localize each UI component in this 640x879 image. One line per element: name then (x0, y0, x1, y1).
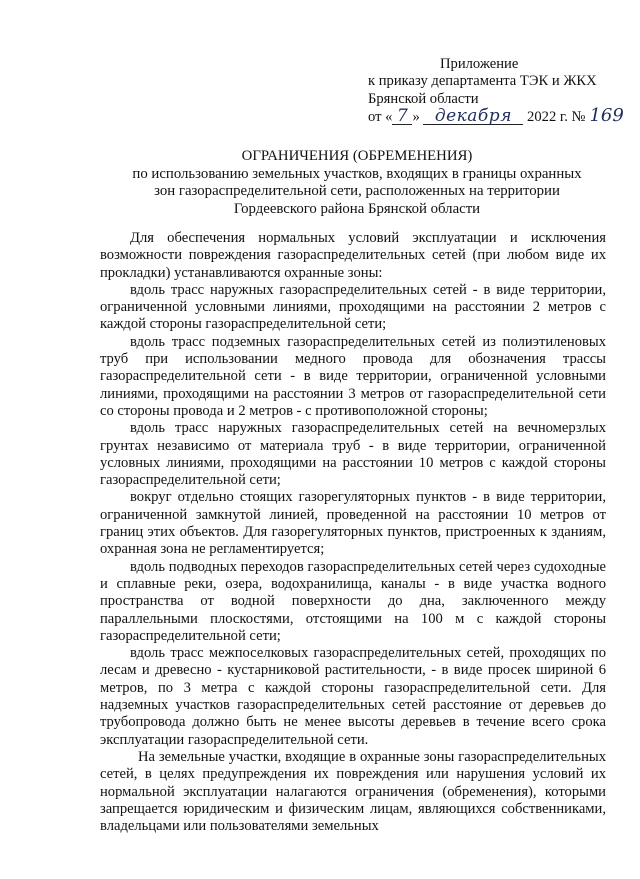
handwritten-month: декабря (423, 109, 523, 125)
paragraph: вокруг отдельно стоящих газорегуляторных пунктов - в виде территории, ограниченной замкнутой линией, проведенной на расстоянии 10 метров от границ этих объектов. Для газорегуляторных пунктов, пристроенных к зданиям, охранная зона не регламентируется; (100, 489, 606, 558)
document-title (96, 148, 618, 218)
date-prefix: от « (368, 109, 393, 126)
appendix-block (368, 56, 628, 127)
title-subline-1: по использованию земельных участков, входящих в границы охранных (132, 165, 582, 182)
handwritten-order-number: 169 (589, 105, 624, 127)
appendix-title: Приложение (440, 56, 519, 72)
date-mid: » (412, 109, 420, 126)
title-heading: ОГРАНИЧЕНИЯ (ОБРЕМЕНЕНИЯ) (241, 148, 473, 164)
paragraph: Для обеспечения нормальных условий эксплуатации и исключения возможности повреждения газораспределительных сетей (при любом виде их прокладки) устанавливаются охранные зоны: (100, 230, 606, 281)
appendix-region: Брянской области (368, 90, 479, 107)
date-year: 2022 г. № (527, 109, 586, 126)
handwritten-day: 7 (392, 109, 412, 125)
appendix-order-ref: к приказу департамента ТЭК и ЖКХ (368, 73, 597, 90)
paragraph: вдоль трасс наружных газораспределительных сетей на вечномерзлых грунтах независимо от материала труб - в виде территории, ограниченной условных линиями, проходящими на расстоянии 10 метров с каждой стороны газораспределительной сети; (100, 420, 606, 489)
paragraph: вдоль трасс наружных газораспределительных сетей - в виде территории, ограниченной условными линиями, проходящими на расстоянии 2 метров с каждой стороны газораспределительной сети; (100, 281, 606, 333)
paragraph: вдоль трасс межпоселковых газораспределительных сетей, проходящих по лесам и древесно - кустарниковой растительности, - в виде просек шириной 6 метров, по 3 метра с каждой стороны газораспределительной сети. Для надземных участков газораспределительных сетей расстояние от деревьев до трубопровода должно быть не менее высоты деревьев в течение всего срока эксплуатации газораспределительной сети. (100, 645, 606, 748)
paragraph: вдоль трасс подземных газораспределительных сетей из полиэтиленовых труб при использовании медного провода для обозначения трассы газораспределительной сети - в виде территории, ограниченной условными линиями, проходящими на расстоянии 3 метров от газораспределительной сети со стороны провода и 2 метров - с противоположной стороны; (100, 333, 606, 419)
title-subline-3: Гордеевского района Брянской области (233, 200, 481, 217)
paragraph: На земельные участки, входящие в охранные зоны газораспределительных сетей, в целях предупреждения их повреждения или нарушения условий их нормальной эксплуатации налагаются ограничения (обременения), которыми запрещается юридическим и физическим лицам, являющихся собственниками, владельцами или пользователями земельных (100, 748, 606, 835)
paragraph: вдоль подводных переходов газораспределительных сетей через судоходные и сплавные реки, озера, водохранилища, каналы - в виде участка водного пространства от водной поверхности до дна, заключенного между параллельными плоскостями, отстоящими на 100 м с каждой стороны газораспределительной сети; (100, 558, 606, 644)
document-body (100, 230, 606, 835)
appendix-date-line (368, 105, 628, 127)
title-subline-2: зон газораспределительной сети, расположенных на территории (154, 183, 560, 200)
